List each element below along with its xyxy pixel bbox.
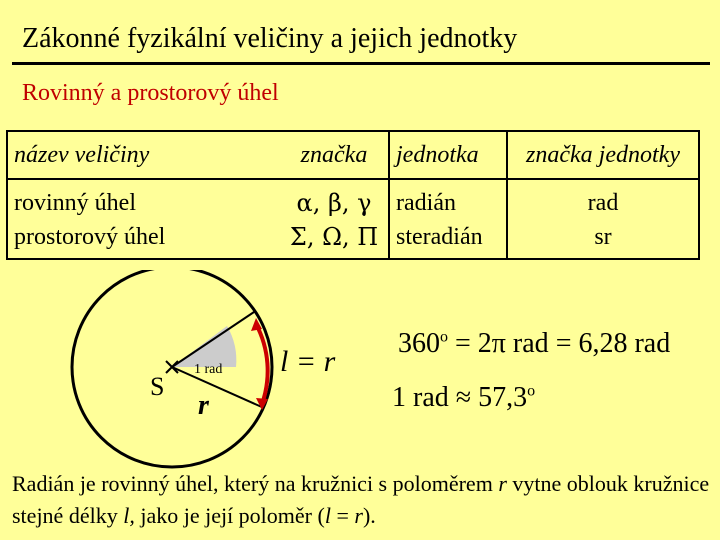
header-unit-symbol: značka jednotky (507, 131, 699, 179)
eq2-left: 1 rad ≈ 57,3 (392, 382, 528, 413)
angle-label: 1 rad (194, 362, 223, 377)
cell-unit-symbol: sr (594, 224, 612, 250)
definition-part: jako je její poloměr ( (134, 503, 325, 528)
definition-part: = (330, 503, 355, 528)
definition-text (12, 468, 716, 532)
definition-part: Radián je rovinný úhel, který na kružnici s poloměrem (12, 471, 499, 496)
title-divider (12, 62, 710, 65)
definition-var: l, (123, 503, 135, 528)
equation-1rad (392, 382, 535, 414)
cell-name: rovinný úhel (14, 190, 136, 216)
eq1-right: = 6,28 rad (555, 328, 671, 359)
eq1-mid: = 2π rad (448, 328, 556, 359)
definition-part: vytne oblouk kružnice stejné délky (12, 471, 710, 528)
cell-symbol: α, β, γ (296, 189, 372, 217)
table-row (7, 220, 699, 259)
radius-label: r (198, 390, 209, 421)
units-table (6, 130, 700, 260)
cell-unit: steradián (389, 220, 507, 259)
header-quantity-name: název veličiny (7, 131, 280, 179)
cell-unit-symbol: rad (587, 190, 619, 216)
center-label: S (150, 372, 165, 401)
circle (72, 270, 272, 467)
cell-unit: radián (389, 179, 507, 220)
eq2-deg: o (527, 382, 536, 400)
definition-var: l (324, 503, 331, 528)
cell-symbol: Σ, Ω, Π (289, 223, 379, 251)
definition-part: ). (362, 503, 376, 528)
table-header-row (7, 131, 699, 179)
cell-name: prostorový úhel (14, 224, 166, 250)
equation-360 (398, 328, 670, 360)
slide-title: Zákonné fyzikální veličiny a jejich jednotky (22, 23, 518, 54)
eq1-left: 360 (398, 328, 440, 359)
slide-subtitle: Rovinný a prostorový úhel (22, 80, 279, 106)
definition-var: r (498, 471, 507, 496)
eq1-deg: o (440, 328, 448, 346)
header-unit: jednotka (389, 131, 507, 179)
definition-var: r (354, 503, 363, 528)
table-row (7, 179, 699, 220)
header-symbol: značka (280, 131, 389, 179)
arc-equation: l = r (280, 345, 336, 378)
